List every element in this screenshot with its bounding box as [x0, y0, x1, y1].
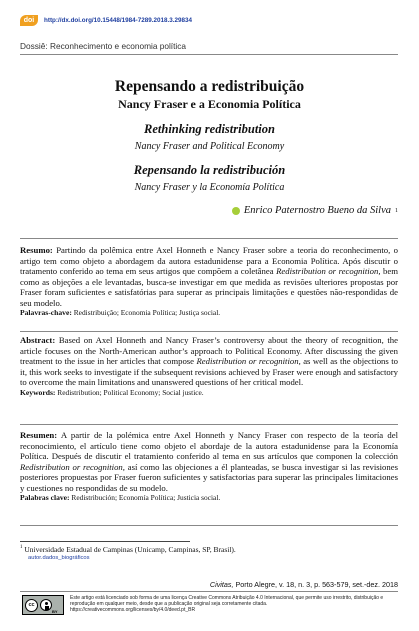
- cc-by-badge[interactable]: [22, 595, 64, 615]
- footnote-number: 1: [20, 545, 23, 550]
- author-data-link[interactable]: autor.dados_biográficos: [28, 555, 90, 561]
- footnote-1: [20, 545, 236, 554]
- abstract-en: [20, 335, 398, 398]
- keywords-en-text: Redistribution; Political Economy; Social justice.: [57, 387, 204, 397]
- journal-name: Civitas,: [209, 580, 234, 589]
- footnote-divider: [20, 541, 190, 542]
- subtitle-es: Nancy Fraser y la Economía Política: [134, 182, 285, 193]
- abstract-es-label: Resumen:: [20, 430, 58, 440]
- abstract-pt-label: Resumo:: [20, 245, 53, 255]
- abstract-es-bottom-rule: [20, 525, 398, 526]
- doi-link[interactable]: http://dx.doi.org/10.15448/1984-7289.2018.3.29834: [44, 17, 193, 24]
- abstract-pt-italic: Redistribution or recognition,: [276, 266, 381, 276]
- abstract-pt-text-a: Partindo da polêmica entre Axel Honneth e Nancy Fraser sobre a teoria do reconhecimento, o artigo tem como objeto a abordagem da autora estadunidense para a Economia Política. Após discutir o tratamento conferido ao tema em seus artigos que compõem a coletânea: [20, 245, 398, 276]
- abstract-es: [20, 430, 398, 504]
- subtitle-pt: Nancy Fraser e a Economia Política: [118, 97, 301, 111]
- abstract-es-text-a: A partir de la polémica entre Axel Honneth y Nancy Fraser con respecto de la teoría del reconocimiento, el artículo tiene como objeto el abordaje de la autora estadunidense para la Economía Política. Después de discutir el tratamiento conferido al tema en sus artículos que componen la colección: [20, 430, 398, 461]
- title-pt: Repensando a redistribuição: [114, 78, 305, 95]
- citation-divider: [20, 591, 398, 592]
- subtitle-en: Nancy Fraser and Political Economy: [134, 141, 285, 152]
- keywords-en: [20, 388, 398, 399]
- section-label: Dossiê: Reconhecimento e economia política: [20, 41, 187, 51]
- abstract-pt-top-rule: [20, 238, 398, 239]
- attribution-person-icon: [40, 599, 52, 611]
- abstract-en-label: Abstract:: [20, 335, 56, 345]
- creative-commons-icon: cc: [25, 599, 38, 612]
- keywords-es: [20, 493, 398, 504]
- abstract-en-text-a: Based on Axel Honneth and Nancy Fraser’s controversy about the theory of recognition, the article focuses on the North-American author’s approach to Political Economy. After discussing the given treatment to the issue in her articles that compose: [20, 335, 399, 366]
- cc-by-label: BY: [52, 609, 58, 614]
- abstract-pt-text-b: bem como as objeções a ele levantadas, busca-se investigar em que medida as revisões ulteriores propostas por Fraser foram suficientes e satisfatórias para superar as principais limitações e questões não-respondidas de seu modelo.: [20, 266, 399, 308]
- author-footnote-ref[interactable]: 1: [395, 207, 398, 214]
- citation-details: Porto Alegre, v. 18, n. 3, p. 563-579, set.-dez. 2018: [235, 580, 398, 589]
- keywords-pt: [20, 308, 398, 319]
- header-divider: [20, 54, 398, 55]
- footnote-text: Universidade Estadual de Campinas (Unicamp, Campinas, SP, Brasil).: [24, 545, 236, 554]
- abstract-es-top-rule: [20, 424, 398, 425]
- keywords-pt-text: Redistribuição; Economia Política; Justiça social.: [73, 308, 221, 317]
- abstract-es-text-b: así como las objeciones a él planteadas, se busca investigar si las revisiones posteriores propuestas por Fraser fueron suficientes y satisfactorias para superar las principales limitaciones y cuestiones no respondidas de su modelo.: [20, 461, 398, 493]
- author-line: [232, 205, 398, 216]
- keywords-es-label: Palabras clave:: [20, 493, 70, 502]
- abstract-pt: [20, 245, 398, 319]
- keywords-pt-label: Palavras-chave:: [20, 308, 72, 317]
- keywords-es-text: Redistribución; Economía Política; Justicia social.: [71, 493, 221, 502]
- abstract-es-italic: Redistribution or recognition,: [20, 461, 125, 472]
- doi-row: [20, 15, 192, 26]
- journal-citation: [0, 580, 398, 589]
- keywords-en-label: Keywords:: [20, 387, 56, 397]
- title-es: Repensando la redistribución: [133, 163, 286, 177]
- doi-logo-icon: doi: [20, 15, 38, 26]
- orcid-icon[interactable]: [232, 207, 240, 215]
- author-name: Enrico Paternostro Bueno da Silva: [243, 205, 391, 216]
- license-text: Este artigo está licenciado sob forma de uma licença Creative Commons Atribuição 4.0 Internacional, que permite uso irrestrito, distribuição e reprodução em qualquer meio, desde que a publicação original seja corretamente citada. https://creativecommons.org/licenses/by/4.0/deed.pt_BR: [70, 595, 384, 613]
- abstract-en-text-b: as well as the objections to it, this work seeks to investigate if the subsequent revisions achieved by Fraser were enough and satisfactory to overcome the main limitations and unanswered questions of her critical model.: [20, 356, 398, 387]
- abstract-en-italic: Redistribution or recognition,: [196, 356, 301, 366]
- title-en: Rethinking redistribution: [144, 122, 275, 136]
- abstract-en-top-rule: [20, 331, 398, 332]
